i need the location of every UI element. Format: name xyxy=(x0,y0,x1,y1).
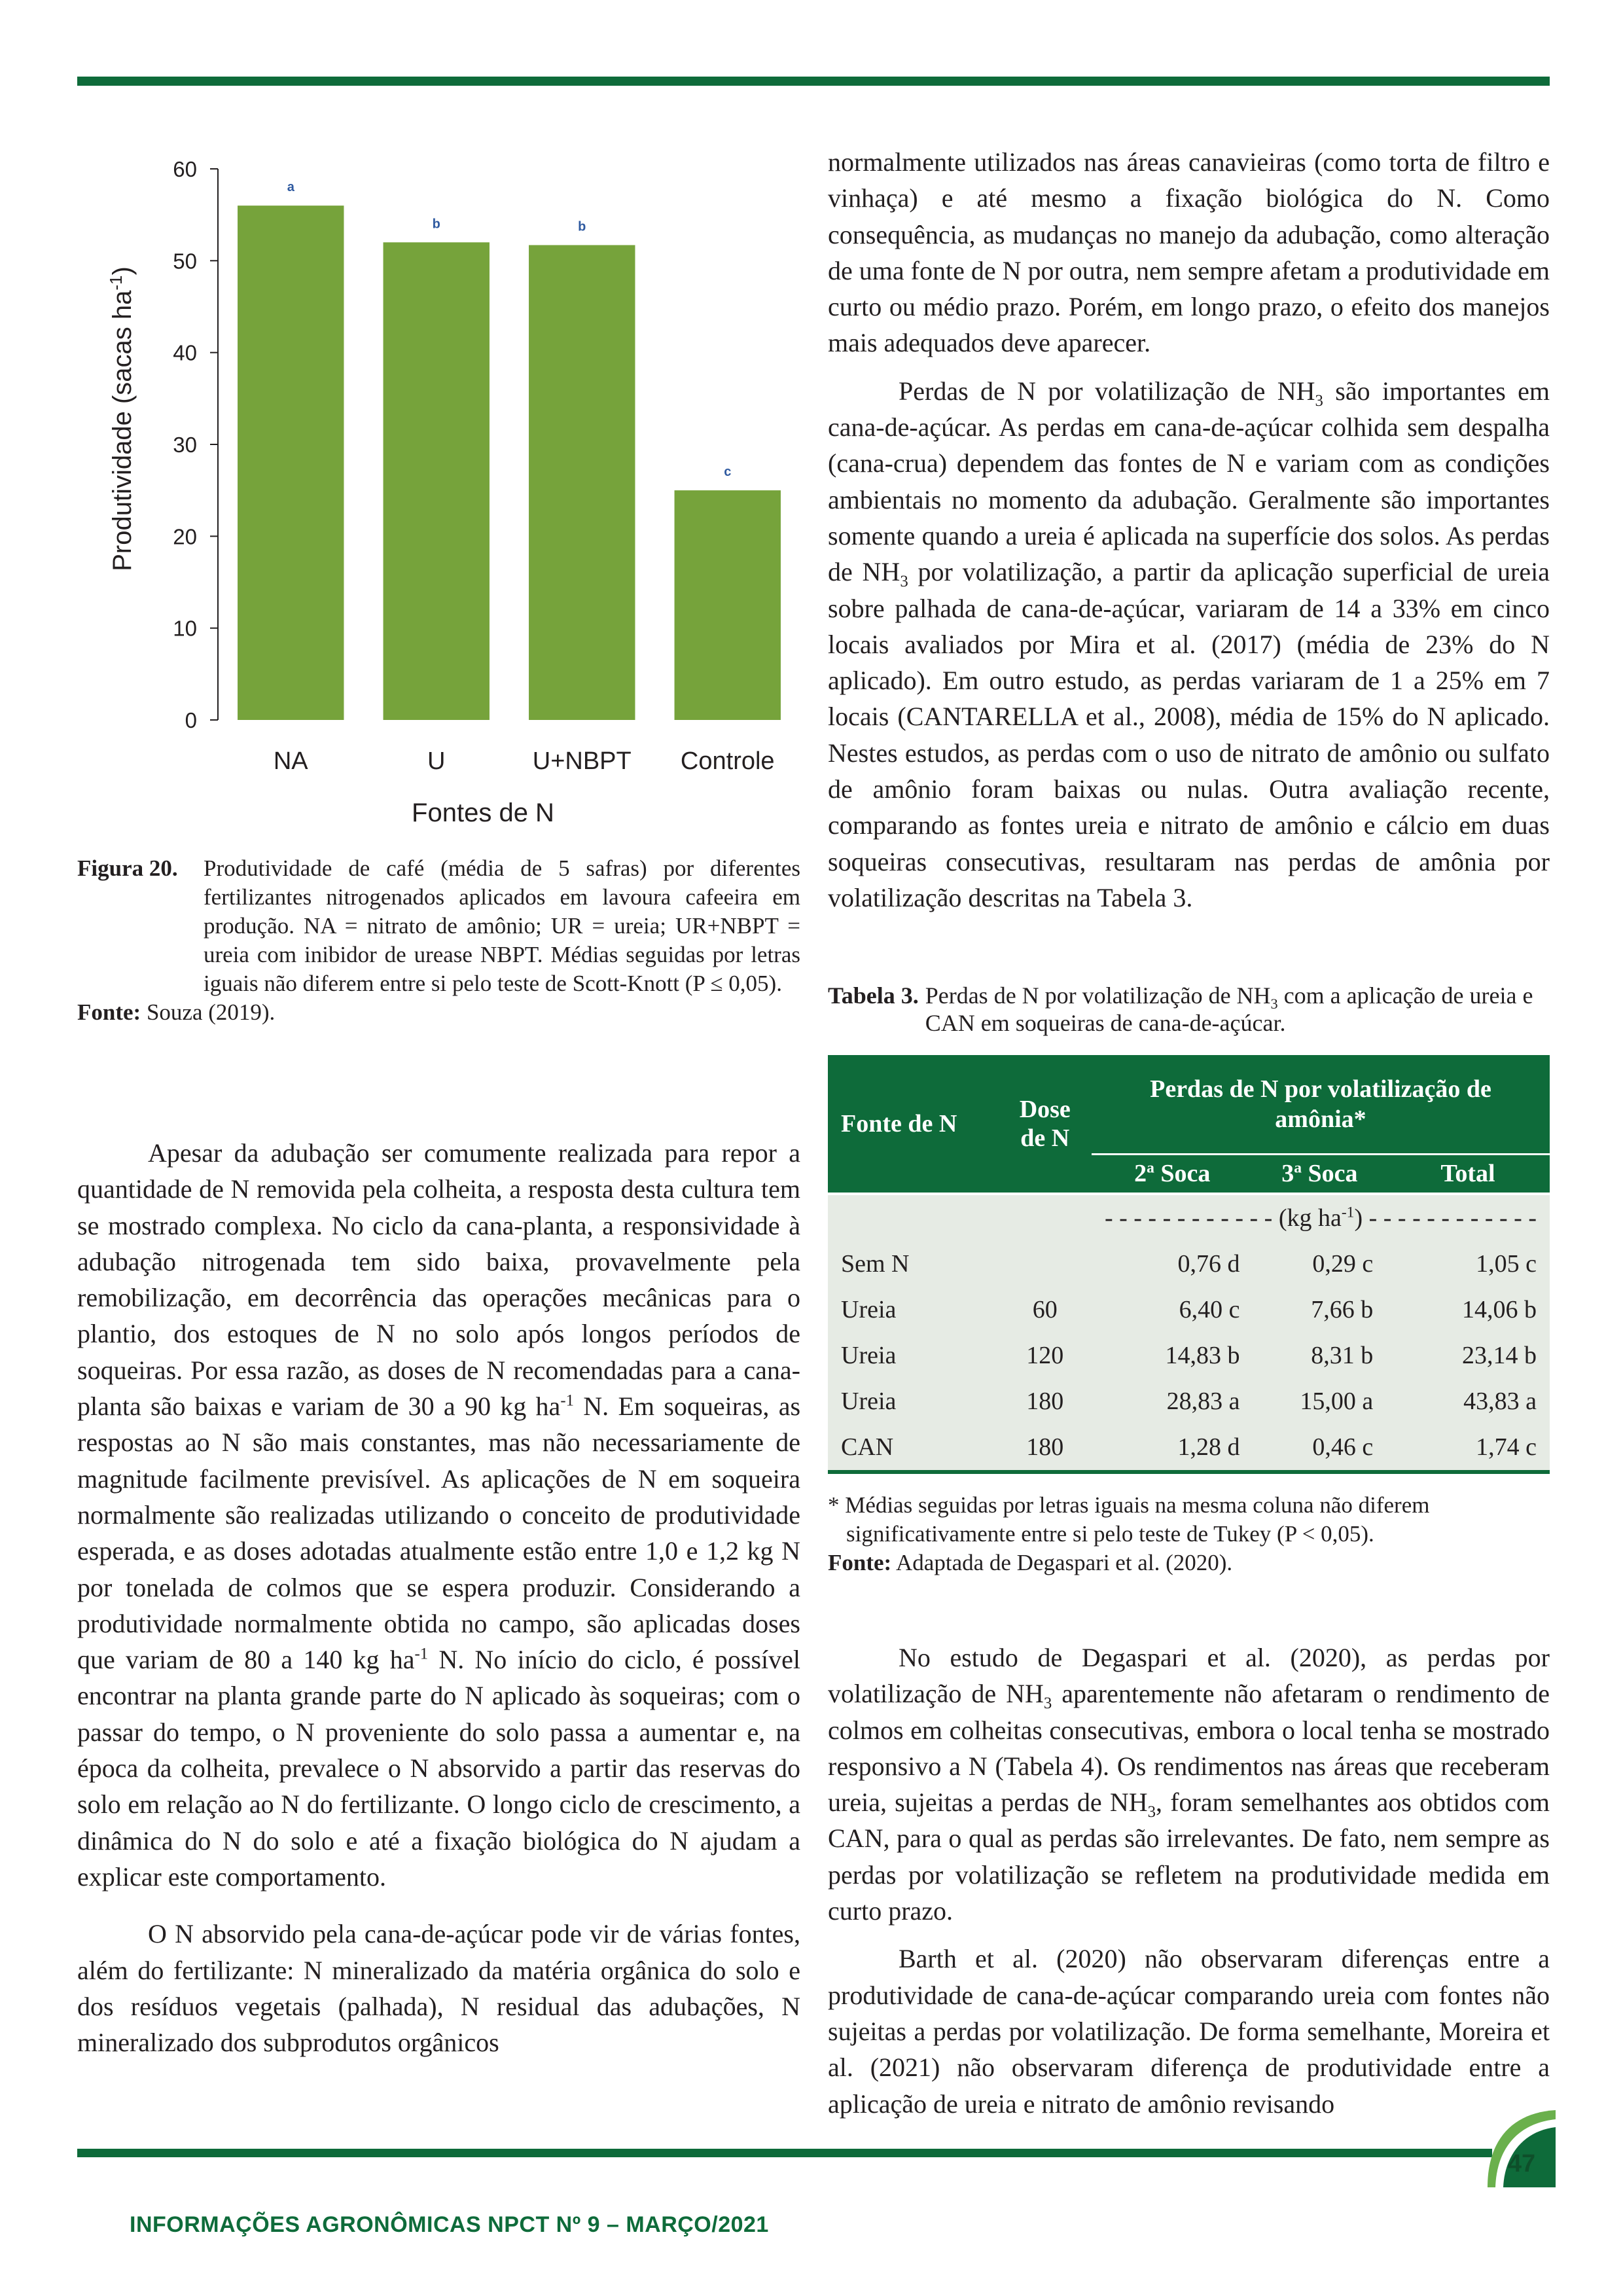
journal-footer: INFORMAÇÕES AGRONÔMICAS NPCT Nº 9 – MARÇO/2021 xyxy=(130,2212,769,2237)
significance-letter: a xyxy=(287,180,294,195)
significance-letter: c xyxy=(724,465,732,480)
figure-label: Figura 20. xyxy=(77,855,178,881)
table-note: * Médias seguidas por letras iguais na mesma coluna não diferem significativamente entre si pelo teste de Tukey (P < 0,05). xyxy=(828,1492,1430,1547)
x-tick-label: U+NBPT xyxy=(532,747,632,775)
bottom-rule xyxy=(77,2149,1492,2157)
y-tick-label: 10 xyxy=(173,616,197,641)
header-3a-soca: 3$^a$ Soca xyxy=(1253,1154,1387,1194)
header-perdas: Perdas de N por volatilização de amônia* xyxy=(1092,1055,1550,1154)
header-fonte: Fonte de N xyxy=(828,1055,999,1194)
table-row: CAN 180 1,28 d 0,46 c 1,74 c xyxy=(828,1424,1550,1472)
figure-caption-text: Produtividade de café (média de 5 safras) por diferentes fertilizantes nitrogenados aplicados em lavoura cafeeira em produção. NA = nitrato de amônio; UR = ureia; UR+NBPT = ureia com inibidor de urease NBPT. Médias seguidas por letras iguais não diferem entre si pelo teste de Scott-Knott (P ≤ 0,05). xyxy=(204,855,800,996)
y-tick-label: 60 xyxy=(173,157,197,181)
y-tick-label: 40 xyxy=(173,340,197,365)
table-row: Ureia 120 14,83 b 8,31 b 23,14 b xyxy=(828,1333,1550,1378)
bar-controle xyxy=(675,490,781,720)
table-source: Fonte: Adaptada de Degaspari et al. (2020). xyxy=(828,1550,1233,1575)
table-footnote xyxy=(828,1491,1550,1577)
x-tick-label: NA xyxy=(273,747,308,775)
table-row: Ureia 60 6,40 c 7,66 b 14,06 b xyxy=(828,1287,1550,1333)
x-tick-label: U xyxy=(427,747,446,775)
bars xyxy=(238,180,781,720)
figure-source: Fonte: Souza (2019). xyxy=(77,999,276,1025)
top-rule xyxy=(77,77,1550,86)
left-column-text xyxy=(77,1135,800,2060)
right-column-text-top xyxy=(828,144,1550,916)
header-2a-soca: 2$^a$ Soca xyxy=(1092,1154,1253,1194)
y-axis-label: Produtividade (sacas $ha^{-1}$) xyxy=(106,266,137,571)
paragraph: No estudo de Degaspari et al. (2020), as perdas por volatilização de $NH_3$ aparentemente não afetaram o rendimento de colmos em colheitas consecutivas, embora o local tenha se mostrado responsivo a N (Tabela 4). Os rendimentos nas áreas que receberam ureia, sujeitas a perdas de $NH_3$, foram semelhantes aos obtidos com CAN, para o qual as perdas são irrelevantes. De fato, nem sempre as perdas por volatilização se refletem na produtividade medida em curto prazo. xyxy=(828,1643,1550,1926)
paragraph: Barth et al. (2020) não observaram diferenças entre a produtividade de cana-de-açúcar comparando ureia com fontes não sujeitas a perdas por volatilização. De forma semelhante, Moreira et al. (2021) não observaram diferença de produtividade entre a aplicação de ureia e nitrato de amônio revisando xyxy=(828,1944,1550,2119)
paragraph: normalmente utilizados nas áreas canavieiras (como torta de filtro e vinhaça) e até mesmo a fixação biológica do N. Como consequência, as mudanças no manejo da adubação, como alteração de uma fonte de N por outra, nem sempre afetam a produtividade em curto ou médio prazo. Porém, em longo prazo, o efeito dos manejos mais adequados deve aparecer. xyxy=(828,147,1550,358)
significance-letter: b xyxy=(432,217,440,232)
table-label: Tabela 3. xyxy=(828,982,919,1009)
header-dose: Dose de N xyxy=(999,1055,1092,1194)
significance-letter: b xyxy=(578,219,586,234)
losses-table xyxy=(828,1055,1550,1474)
bar-na xyxy=(238,206,344,720)
table-row: Ureia 180 28,83 a 15,00 a 43,83 a xyxy=(828,1378,1550,1424)
x-axis-label: Fontes de N xyxy=(412,798,554,827)
x-axis-labels xyxy=(274,747,775,775)
paragraph: O N absorvido pela cana-de-açúcar pode vir de várias fontes, além do fertilizante: N mineralizado da matéria orgânica do solo e dos resíduos vegetais (palhada), N residual das adubações, N mineralizado dos subprodutos orgânicos xyxy=(77,1919,800,2058)
y-tick-label: 50 xyxy=(173,249,197,274)
paragraph: Perdas de N por volatilização de $NH_3$ são importantes em cana-de-açúcar. As perdas em cana-de-açúcar colhida sem despalha (cana-crua) dependem das fontes de N e variam com as condições ambientais no momento da adubação. Geralmente são importantes somente quando a ureia é aplicada na superfície dos solos. As perdas de $NH_3$ por volatilização, a partir da aplicação superficial de ureia sobre palhada de cana-de-açúcar, variaram de 14 a 33% em cinco locais avaliados por Mira et al. (2017) (média de 23% do N aplicado). Em outro estudo, as perdas variaram de 1 a 25% em 7 locais (CANTARELLA et al., 2008), média de 15% do N aplicado. Nestes estudos, as perdas com o uso de nitrato de amônio ou sulfato de amônio foram baixas ou nulas. Outra avaliação recente, comparando as fontes ureia e nitrato de amônio e cálcio em duas soqueiras consecutivas, resultaram nas perdas de amônia por volatilização descritas na Tabela 3. xyxy=(828,376,1550,912)
y-tick-label: 0 xyxy=(185,708,197,732)
paragraph: Apesar da adubação ser comumente realizada para repor a quantidade de N removida pela colheita, a resposta desta cultura tem se mostrado complexa. No ciclo da cana-planta, a responsividade à adubação nitrogenada tem sido baixa, provavelmente pela remobilização, em decorrência das operações mecânicas para o plantio, dos estoques de N no solo após longos períodos de soqueiras. Por essa razão, as doses de N recomendadas para a cana-planta são baixas e variam de 30 a 90 kg $ha^{-1}$ N. Em soqueiras, as respostas ao N são mais constantes, mas não necessariamente de magnitude facilmente previsível. As aplicações de N em soqueira normalmente são realizadas utilizando o conceito de produtividade esperada, e as doses adotadas atualmente estão entre 1,0 e 1,2 kg N por tonelada de colmos que se espera produzir. Considerando a produtividade normalmente obtida no campo, são aplicadas doses que variam de 80 a 140 kg $ha^{-1}$ N. No início do ciclo, é possível encontrar na planta grande parte do N aplicado às soqueiras; com o passar do tempo, o N proveniente do solo passa a aumentar e, na época da colheita, prevalece o N absorvido a partir das reservas do solo em relação ao N do fertilizante. O longo ciclo de crescimento, a dinâmica do N do solo e até a fixação biológica do N ajudam a explicar este comportamento. xyxy=(77,1138,801,1892)
table-row: Sem N 0,76 d 0,29 c 1,05 c xyxy=(828,1241,1550,1287)
header-total: Total xyxy=(1386,1154,1550,1194)
bar-unbpt xyxy=(529,245,635,720)
page-number: 47 xyxy=(1507,2150,1536,2178)
y-tick-label: 30 xyxy=(173,433,197,457)
x-tick-label: Controle xyxy=(680,747,775,775)
table-caption-text: Perdas de N por volatilização de $NH_3$ com a aplicação de ureia e CAN em soqueiras de cana-de-açúcar. xyxy=(925,982,1533,1036)
right-column-text-bottom xyxy=(828,1640,1550,2122)
bar-chart xyxy=(77,137,804,844)
unit-row: - - - - - - - - - - - - (kg $ha^{-1}$) - - - - - - - - - - - - xyxy=(1092,1194,1550,1241)
bar-u xyxy=(383,242,490,720)
figure-caption xyxy=(77,854,800,1027)
table-caption xyxy=(828,982,1550,1037)
y-axis-ticks xyxy=(173,157,218,732)
y-tick-label: 20 xyxy=(173,524,197,549)
